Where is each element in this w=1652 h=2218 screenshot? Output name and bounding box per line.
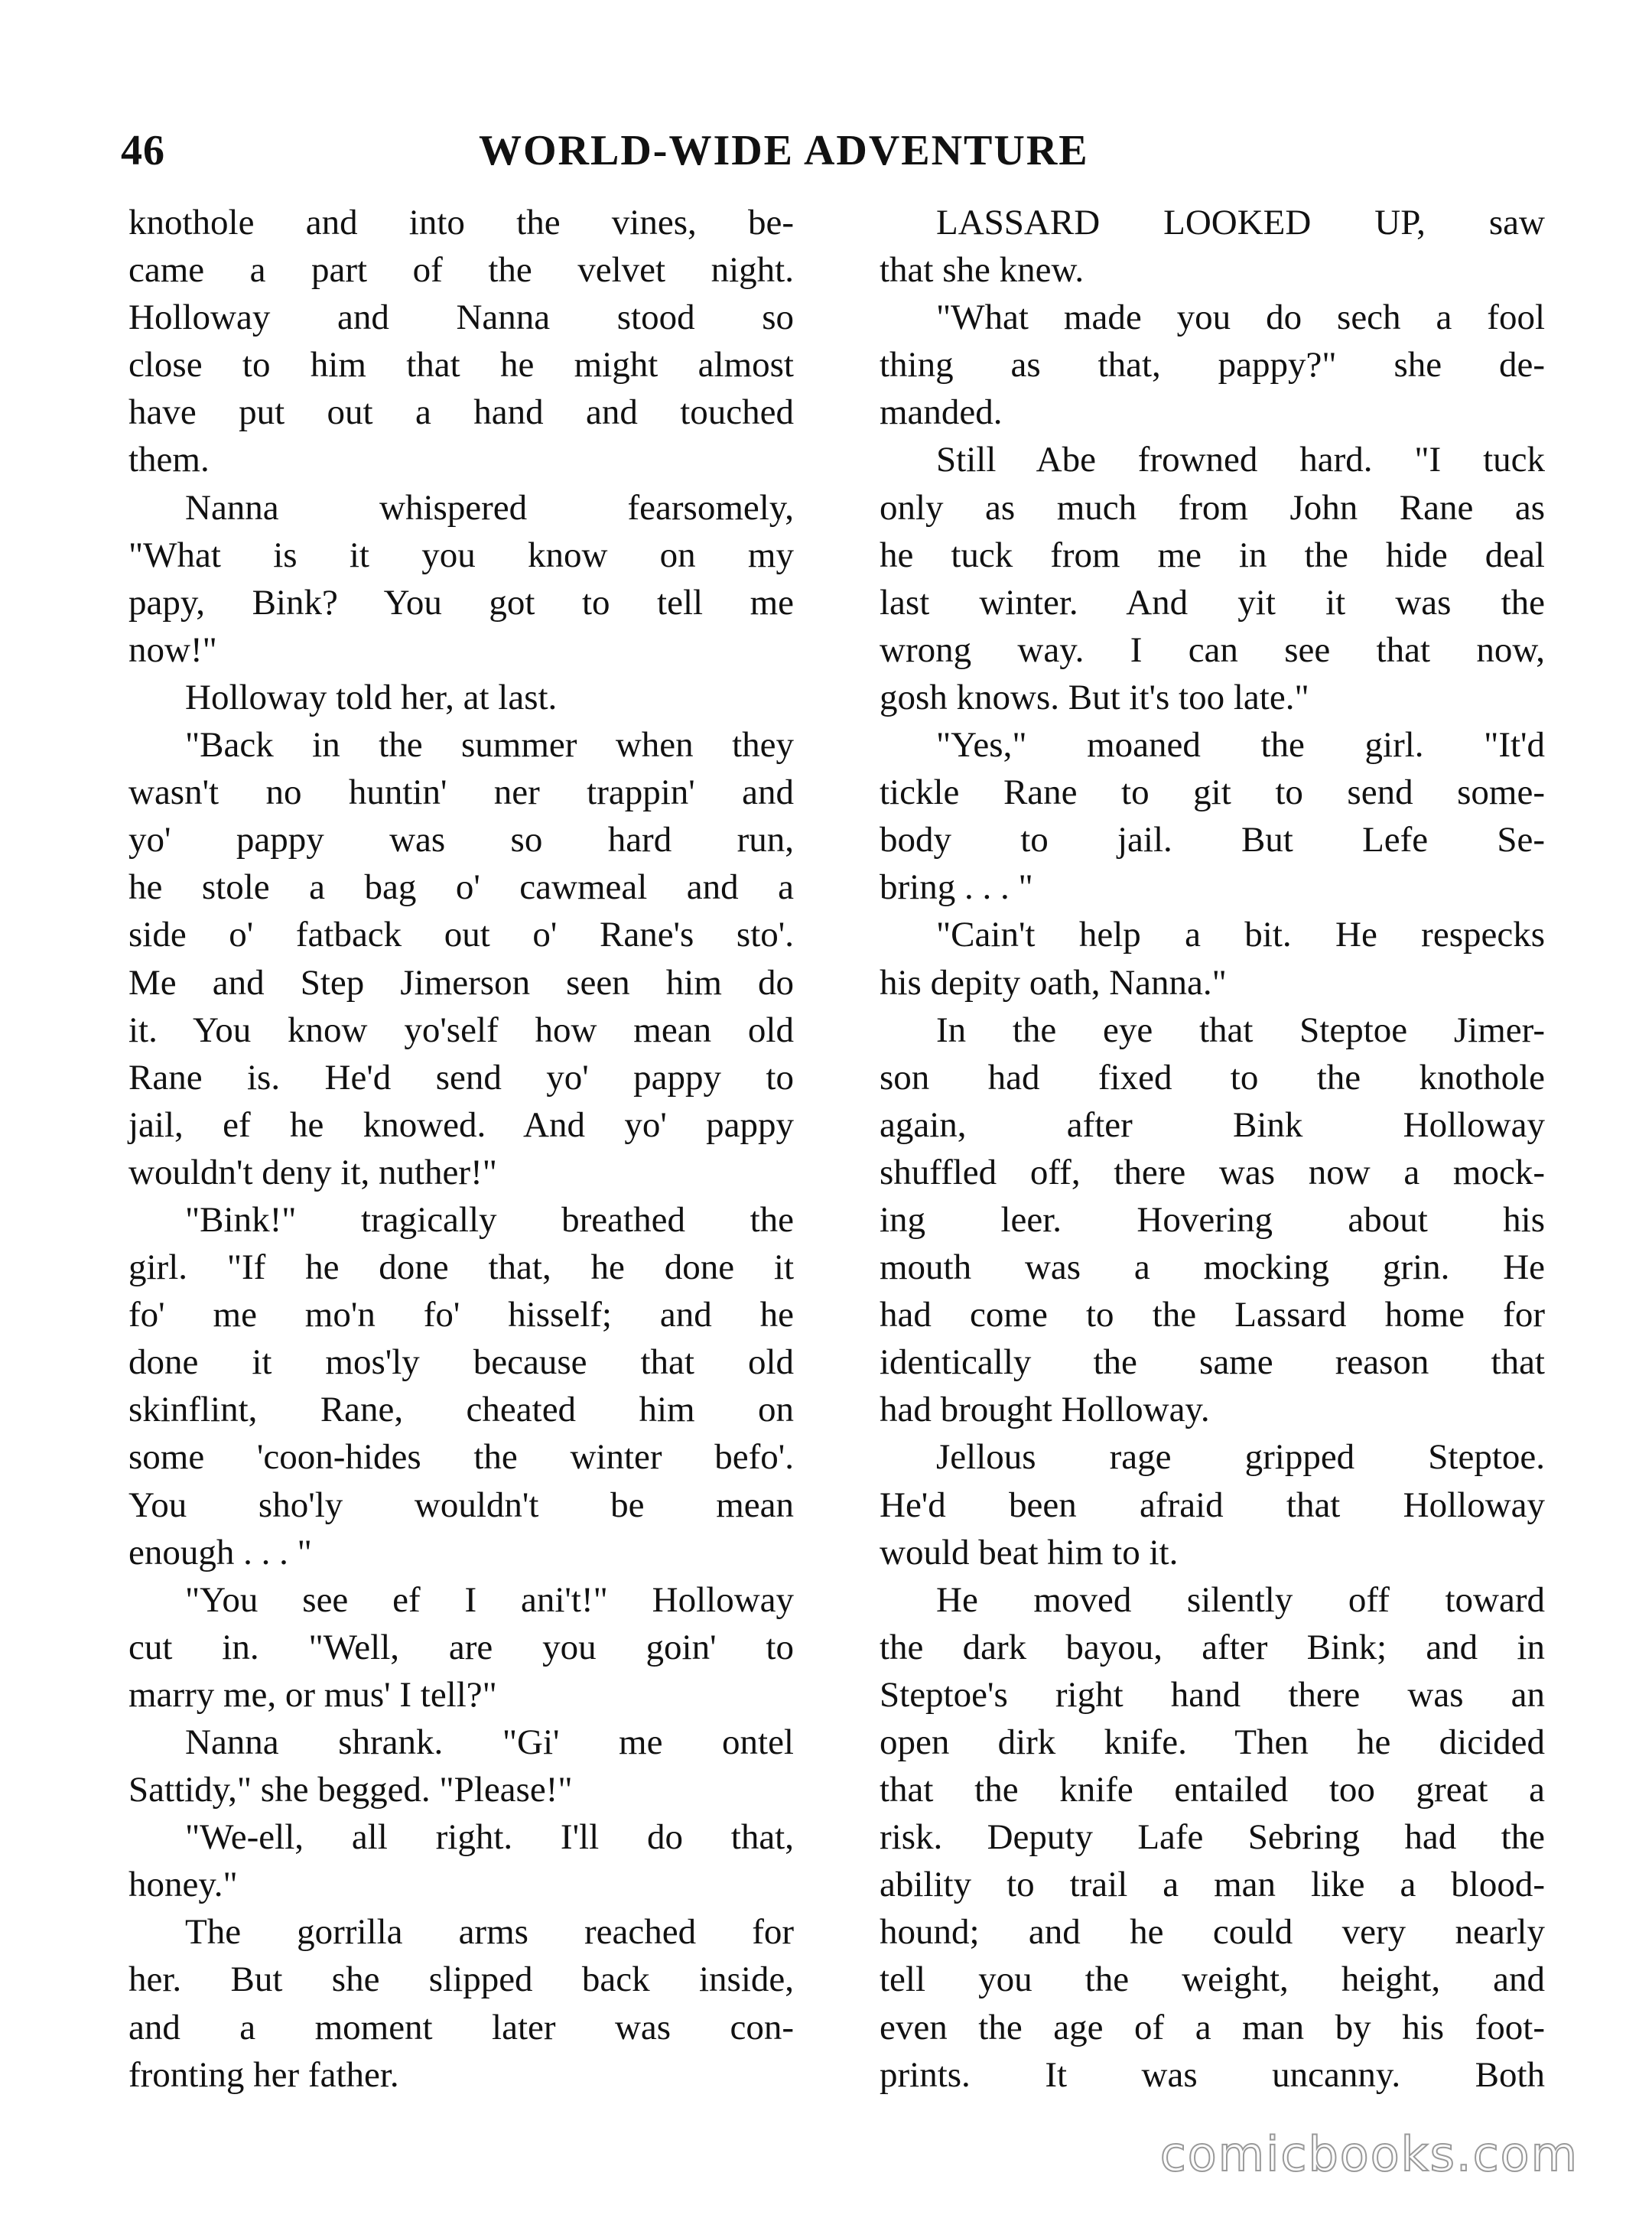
text-line: shuffled off, there was now a mock- (880, 1152, 1545, 1192)
text-line: Sattidy," she begged. "Please!" (128, 1770, 573, 1810)
text-line: jail, ef he knowed. And yo' pappy (128, 1104, 794, 1145)
left-text-column (128, 199, 794, 2099)
text-line: his depity oath, Nanna." (880, 962, 1227, 1003)
text-line: "What made you do sech a fool (936, 298, 1545, 338)
text-line: it. You know yo'self how mean old (128, 1010, 794, 1050)
text-line: "Bink!" tragically breathed the (185, 1199, 794, 1240)
text-line: fo' me mo'n fo' hisself; and he (128, 1295, 794, 1335)
text-line: body to jail. But Lefe Se- (880, 820, 1545, 860)
text-line: prints. It was uncanny. Both (880, 2054, 1545, 2095)
text-line: last winter. And yit it was the (880, 582, 1545, 623)
text-line: had brought Holloway. (880, 1390, 1210, 1430)
text-line: wrong way. I can see that now, (880, 629, 1545, 670)
text-line: mouth was a mocking grin. He (880, 1247, 1545, 1288)
text-line: He'd been afraid that Holloway (880, 1485, 1545, 1525)
page-number: 46 (121, 127, 165, 174)
text-line: "You see ef I ani't!" Holloway (185, 1579, 794, 1620)
text-line: gosh knows. But it's too late." (880, 677, 1309, 717)
text-line: that she knew. (880, 250, 1085, 291)
text-line: son had fixed to the knothole (880, 1057, 1545, 1098)
text-line: he tuck from me in the hide deal (880, 535, 1545, 575)
text-line: side o' fatback out o' Rane's sto'. (128, 915, 794, 955)
text-line: tickle Rane to git to send some- (880, 772, 1545, 813)
text-line: tell you the weight, height, and (880, 1959, 1545, 2000)
text-line: wouldn't deny it, nuther!" (128, 1152, 497, 1192)
text-line: marry me, or mus' I tell?" (128, 1674, 497, 1715)
text-line: LASSARD LOOKED UP, saw (936, 203, 1545, 242)
text-line: Steptoe's right hand there was an (880, 1674, 1545, 1715)
text-line: again, after Bink Holloway (880, 1104, 1545, 1145)
text-line: came a part of the velvet night. (128, 250, 794, 291)
text-line: he stole a bag o' cawmeal and a (128, 867, 794, 908)
text-line: identically the same reason that (880, 1342, 1545, 1383)
text-line: wasn't no huntin' ner trappin' and (128, 772, 794, 813)
text-line: even the age of a man by his foot- (880, 2007, 1545, 2047)
text-line: Rane is. He'd send yo' pappy to (128, 1057, 794, 1098)
text-line: enough . . . " (128, 1532, 312, 1572)
text-line: "What is it you know on my (128, 535, 794, 575)
text-line: the dark bayou, after Bink; and in (880, 1627, 1545, 1667)
text-line: bring . . . " (880, 867, 1033, 908)
running-title: WORLD-WIDE ADVENTURE (479, 127, 1089, 174)
text-line: He moved silently off toward (936, 1579, 1545, 1620)
text-line: knothole and into the vines, be- (128, 203, 794, 242)
text-line: Holloway told her, at last. (185, 677, 558, 717)
text-line: fronting her father. (128, 2054, 399, 2095)
text-line: would beat him to it. (880, 1532, 1179, 1572)
text-line: her. But she slipped back inside, (128, 1959, 794, 2000)
text-line: yo' pappy was so hard run, (128, 820, 794, 860)
text-line: only as much from John Rane as (880, 487, 1545, 528)
watermark-logo: comicbooks.com (1159, 2126, 1579, 2182)
text-line: honey." (128, 1865, 238, 1905)
text-line: manded. (880, 392, 1003, 433)
text-line: have put out a hand and touched (128, 392, 794, 433)
text-line: You sho'ly wouldn't be mean (128, 1485, 794, 1525)
text-line: "Cain't help a bit. He respecks (936, 915, 1545, 955)
text-line: Still Abe frowned hard. "I tuck (936, 440, 1545, 480)
text-line: "Back in the summer when they (185, 725, 794, 766)
text-line: girl. "If he done that, he done it (128, 1247, 794, 1288)
text-line: Me and Step Jimerson seen him do (128, 962, 794, 1003)
text-line: In the eye that Steptoe Jimer- (936, 1010, 1545, 1050)
text-line: some 'coon-hides the winter befo'. (128, 1437, 794, 1478)
text-line: done it mos'ly because that old (128, 1342, 794, 1383)
text-line: cut in. "Well, are you goin' to (128, 1627, 794, 1667)
text-line: close to him that he might almost (128, 345, 794, 385)
text-line: "Yes," moaned the girl. "It'd (936, 725, 1545, 766)
text-line: now!" (128, 629, 217, 670)
text-line: skinflint, Rane, cheated him on (128, 1390, 794, 1430)
text-line: Nanna whispered fearsomely, (185, 487, 794, 528)
text-line: thing as that, pappy?" she de- (880, 345, 1545, 385)
text-line: papy, Bink? You got to tell me (128, 582, 794, 623)
page-header (121, 126, 1184, 180)
text-line: The gorrilla arms reached for (185, 1912, 794, 1953)
text-line: and a moment later was con- (128, 2007, 794, 2047)
text-line: "We-ell, all right. I'll do that, (185, 1817, 794, 1858)
text-line: ability to trail a man like a blood- (880, 1865, 1545, 1905)
text-line: had come to the Lassard home for (880, 1295, 1545, 1335)
right-text-column (880, 199, 1545, 2099)
text-line: that the knife entailed too great a (880, 1770, 1545, 1810)
text-line: Jellous rage gripped Steptoe. (936, 1437, 1545, 1478)
text-line: open dirk knife. Then he dicided (880, 1722, 1545, 1762)
text-line: risk. Deputy Lafe Sebring had the (880, 1817, 1545, 1858)
text-line: ing leer. Hovering about his (880, 1199, 1545, 1240)
text-line: them. (128, 440, 210, 480)
text-line: Nanna shrank. "Gi' me ontel (185, 1722, 794, 1762)
text-line: Holloway and Nanna stood so (128, 298, 794, 338)
text-line: hound; and he could very nearly (880, 1912, 1545, 1953)
